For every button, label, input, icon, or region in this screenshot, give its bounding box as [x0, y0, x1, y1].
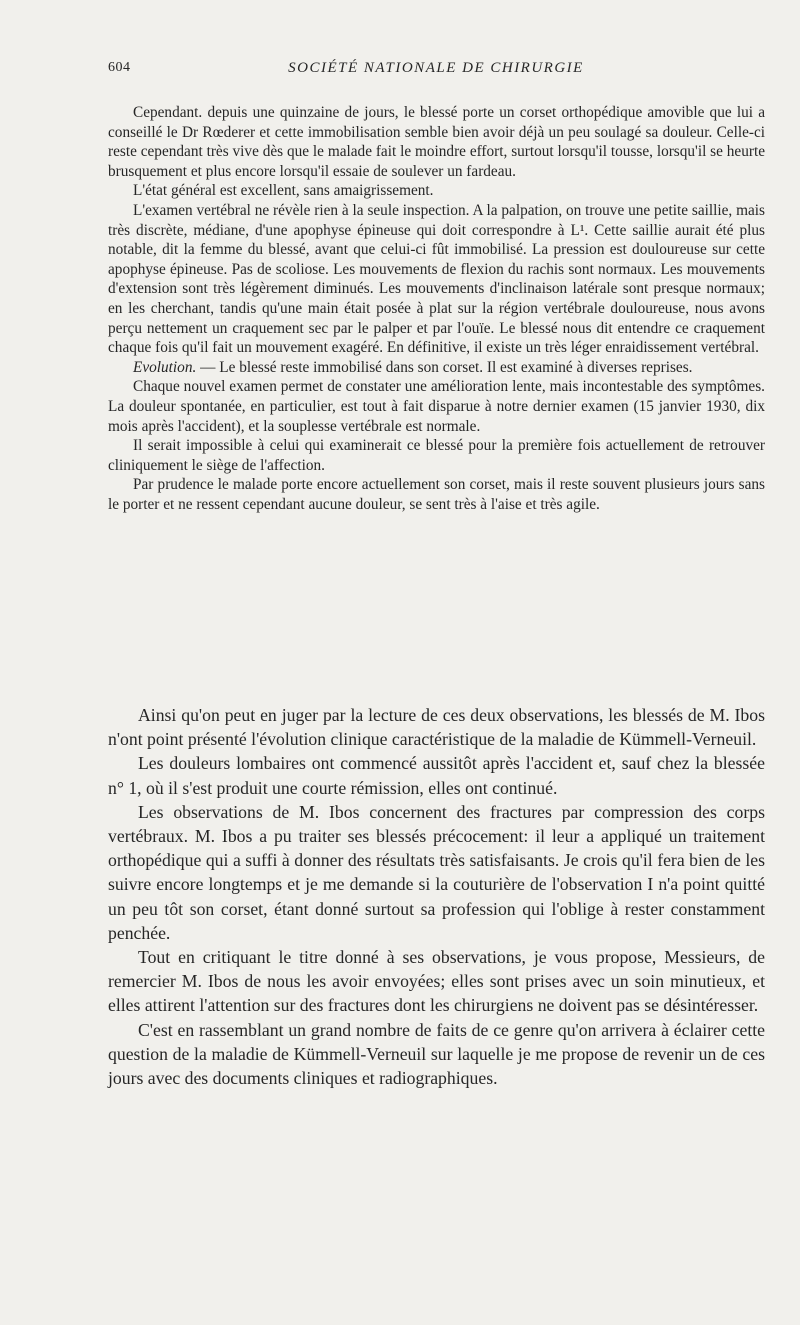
commentary-text	[108, 703, 765, 1090]
case-paragraph: Cependant. depuis une quinzaine de jours, le blessé porte un corset orthopédique amovible que lui a conseillé le Dr Rœderer et cette immobilisation semble bien avoir déjà un peu soulagé sa douleur. Celle-ci reste cependant très vive dès que le malade fait le moindre effort, surtout lorsqu'il tousse, lorsqu'il se heurte brusquement et plus encore lorsqu'il essaie de soulever un fardeau.	[108, 104, 765, 180]
commentary-paragraph: Tout en critiquant le titre donné à ses observations, je vous propose, Messieurs, de remercier M. Ibos de nous les avoir envoyées; elles sont prises avec un soin minutieux, et elles attirent l'attention sur des fractures dont les chirurgiens ne doivent pas se désintéresser.	[108, 947, 765, 1016]
case-paragraph: L'examen vertébral ne révèle rien à la seule inspection. A la palpation, on trouve une petite saillie, mais très discrète, médiane, d'une apophyse épineuse qui doit correspondre à L¹. Cette saillie aurait été plus notable, dit la femme du blessé, avant que celui-ci fût immobilisé. La pression est douloureuse sur cette apophyse épineuse. Pas de scoliose. Les mouvements de flexion du rachis sont normaux. Les mouvements d'extension sont très légèrement diminués. Les mouvements d'inclinaison latérale sont presque normaux; en les cherchant, tandis qu'une main était posée à plat sur la région vertébrale douloureuse, nous avons perçu nettement un craquement sec par le palper et par l'ouïe. Le blessé nous dit entendre ce craquement chaque fois qu'il fait un mouvement exagéré. En définitive, il existe un très léger enraidissement vertébral.	[108, 201, 765, 357]
case-paragraph: L'état général est excellent, sans amaigrissement.	[133, 182, 434, 200]
case-report-text	[108, 103, 765, 514]
case-paragraph-evolution	[108, 358, 765, 378]
journal-title: SOCIÉTÉ NATIONALE DE CHIRURGIE	[288, 60, 584, 76]
page-number: 604	[108, 60, 131, 75]
evolution-text: — Le blessé reste immobilisé dans son corset. Il est examiné à diverses reprises.	[196, 358, 693, 376]
case-paragraph: Par prudence le malade porte encore actuellement son corset, mais il reste souvent plusieurs jours sans le porter et ne ressent cependant aucune douleur, se sent très à l'aise et très agile.	[108, 476, 765, 513]
commentary-paragraph: Les douleurs lombaires ont commencé aussitôt après l'accident et, sauf chez la blessée n° 1, où il s'est produit une courte rémission, elles ont continué.	[108, 753, 765, 798]
case-paragraph: Il serait impossible à celui qui examinerait ce blessé pour la première fois actuellement de retrouver cliniquement le siège de l'affection.	[108, 437, 765, 474]
evolution-label: Evolution.	[133, 358, 197, 376]
commentary-paragraph: Ainsi qu'on peut en juger par la lecture de ces deux observations, les blessés de M. Ibos n'ont point présenté l'évolution clinique caractéristique de la maladie de Kümmell-Verneuil.	[108, 705, 765, 750]
commentary-paragraph: C'est en rassemblant un grand nombre de faits de ce genre qu'on arrivera à éclairer cette question de la maladie de Kümmell-Verneuil sur laquelle je me propose de revenir un de ces jours avec des documents cliniques et radiographiques.	[108, 1019, 765, 1089]
case-paragraph: Chaque nouvel examen permet de constater une amélioration lente, mais incontestable des symptômes. La douleur spontanée, en particulier, est tout à fait disparue à notre dernier examen (15 janvier 1930, dix mois après l'accident), et la souplesse vertébrale est normale.	[108, 378, 765, 435]
running-header	[108, 60, 764, 82]
commentary-paragraph: Les observations de M. Ibos concernent des fractures par compression des corps vertébraux. M. Ibos a pu traiter ses blessés précocement: il leur a appliqué un traitement orthopédique qui a suffi à donner des résultats très satisfaisants. Je crois qu'il fera bien de les suivre encore longtemps et je me demande si la couturière de l'observation I n'a point quitté un peu tôt son corset, étant donné surtout sa profession qui l'oblige à rester constamment penchée.	[108, 801, 765, 943]
